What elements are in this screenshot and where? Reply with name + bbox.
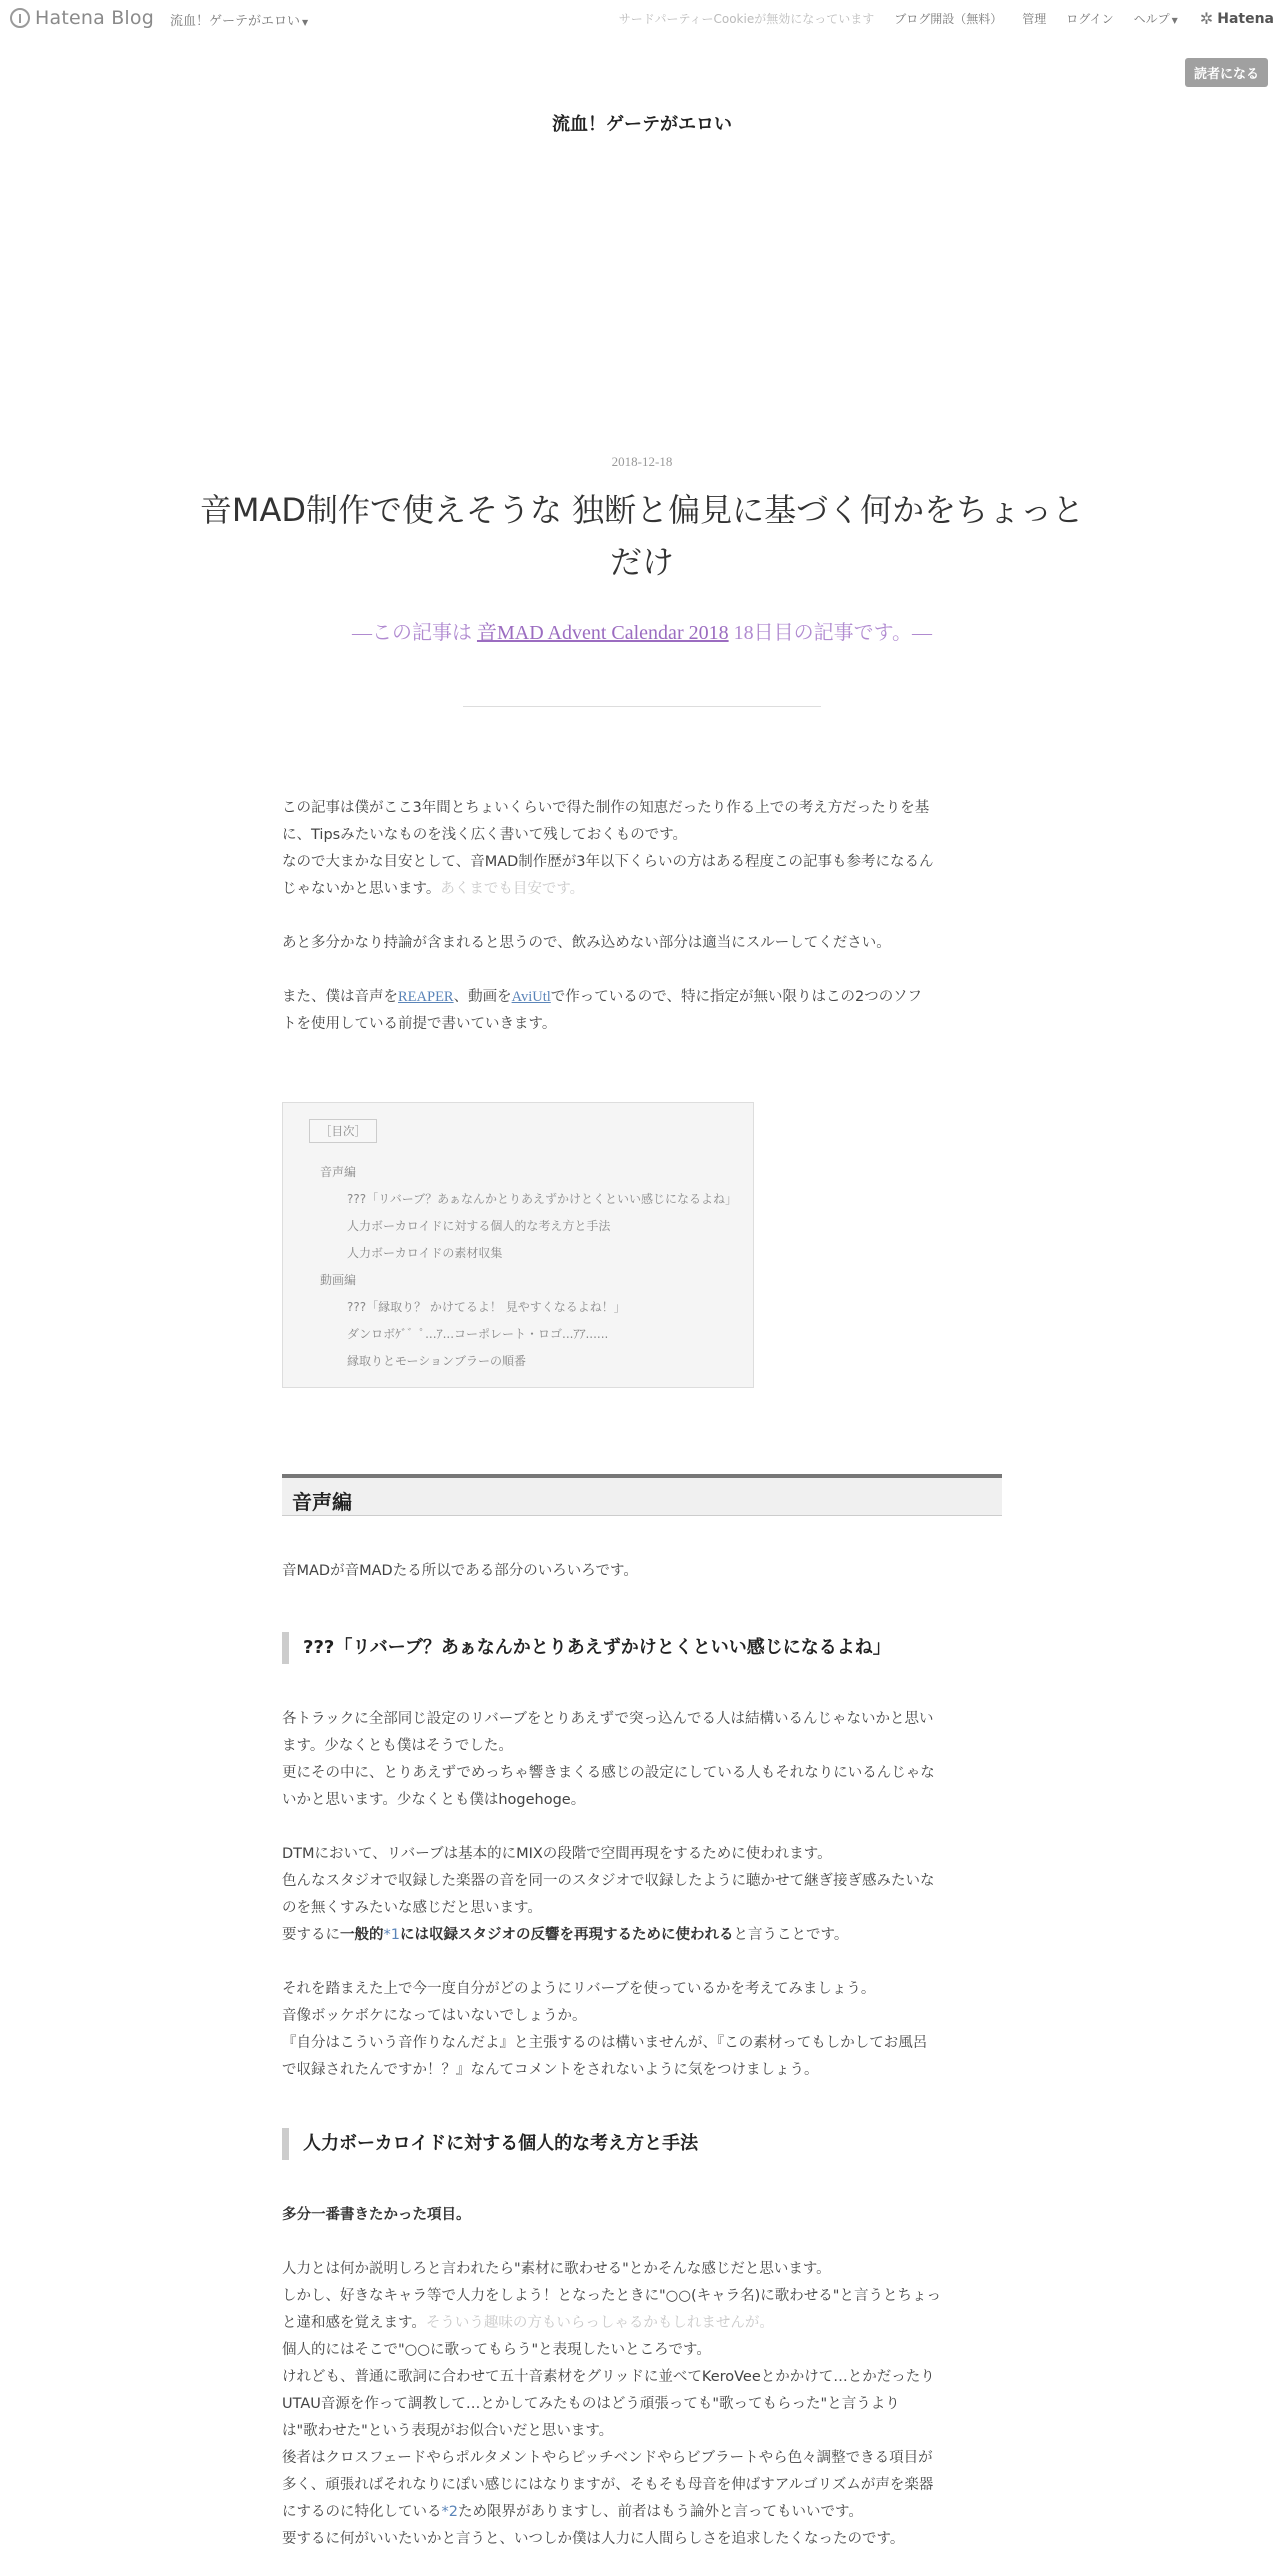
article-date[interactable]: 2018-12-18 (611, 454, 673, 469)
jinriki-line (282, 2310, 1002, 2337)
hatena-label: Hatena (1217, 10, 1274, 27)
hatena-blog-logo-icon (10, 8, 30, 28)
reverb-line: DTMにおいて、リバーブは基本的にMIXの段階で空間再現をするために使われます。 (282, 1846, 832, 1862)
intro-line (282, 876, 1002, 903)
reverb-text: と言うことです。 (733, 1927, 849, 1943)
reverb-line: それを踏まえた上で今一度自分がどのようにリバーブを使っているかを考えてみましょう。 (282, 1981, 876, 1997)
jinriki-text: にするのに特化している (282, 2504, 442, 2520)
caret-down-icon: ▼ (302, 18, 309, 27)
jinriki-line (282, 2202, 1002, 2229)
toc-item-material[interactable]: 人力ボーカロイドの素材収集 (347, 1246, 503, 1260)
toc-item-danrobo[interactable]: ダンロボｹﾞ゛ﾟ...ｱ...コーポレート・ロゴ...ｱｱ...... (347, 1327, 609, 1341)
intro-line: なので大まかな目安として、音MAD制作歴が3年以下くらいの方はある程度この記事も参考になるん (282, 854, 934, 870)
intro-text: で作っているので、特に指定が無い限りはこの2つのソフ (550, 989, 922, 1005)
reverb-line: 更にその中に、とりあえずでめっちゃ響きまくる感じの設定にしている人もそれなりにいるんじゃな (282, 1765, 935, 1781)
intro-line: あと多分かなり持論が含まれると思うので、飲み込めない部分は適当にスルーしてください。 (282, 935, 891, 951)
blog-title[interactable]: 流血！ゲーテがエロい (552, 114, 732, 135)
manage-link[interactable]: 管理 (1022, 12, 1047, 26)
jinriki-line: 個人的にはそこで"○○に歌ってもらう"と表現したいところです。 (282, 2342, 711, 2358)
jinriki-faint-note: そういう趣味の方もいらっしゃるかもしれませんが。 (425, 2315, 774, 2331)
reverb-line: いかと思います。少なくとも僕はhogehoge。 (282, 1792, 586, 1808)
article-intro (282, 795, 1002, 1038)
toc-heading: ［目次］ (309, 1119, 377, 1143)
jinriki-line: 後者はクロスフェードやらポルタメントやらピッチベンドやらビブラートやら色々調整できる項目が (282, 2450, 933, 2466)
jinriki-text: ため限界がありますし、前者はもう論外と言ってもいいです。 (457, 2504, 863, 2520)
hatena-gear-icon: ✲ (1199, 9, 1214, 28)
jinriki-line: しかし、好きなキャラ等で人力をしよう！となったときに"○○(キャラ名)に歌わせる"と言うとちょっ (282, 2288, 941, 2304)
open-blog-link[interactable]: ブログ開設（無料） (894, 12, 1003, 26)
tagline-suffix: 18日目の記事です。― (728, 622, 933, 644)
jinriki-line: 多く、頑張ればそれなりにぽい感じにはなりますが、そもそも母音を伸ばすアルゴリズムが声を楽器 (282, 2477, 934, 2493)
logo-text: Hatena Blog (35, 7, 154, 29)
jinriki-line: けれども、普通に歌詞に合わせて五十音素材をグリッドに並べてKeroVeeとかかけて…とかだったり (282, 2369, 935, 2385)
intro-line: この記事は僕がここ3年間とちょいくらいで得た制作の知恵だったり作る上での考え方だったりを基 (282, 800, 930, 816)
article-tagline (0, 616, 1284, 645)
login-link[interactable]: ログイン (1066, 12, 1114, 26)
blog-menu-label: 流血！ゲーテがエロい (170, 14, 301, 29)
reverb-line: で収録されたんですか！？』なんてコメントをされないように気をつけましょう。 (282, 2062, 819, 2078)
reaper-link[interactable]: REAPER (398, 989, 454, 1005)
help-label: ヘルプ (1133, 12, 1170, 26)
intro-line: トを使用している前提で書いていきます。 (282, 1016, 557, 1032)
footnote-2-link[interactable]: *2 (441, 2504, 458, 2520)
cookie-notice: サードパーティーCookieが無効になっています (618, 12, 875, 26)
jinriki-line: UTAU音源を作って調教して…とかしてみたものはどう頑張っても"歌ってもらった"と言うより (282, 2396, 900, 2412)
reverb-bold: には収録スタジオの反響を再現するために使われる (399, 1927, 734, 1943)
reverb-line: 各トラックに全部同じ設定のリバーブをとりあえずで突っ込んでる人は結構いるんじゃないかと思い (282, 1711, 934, 1727)
blog-menu-dropdown[interactable] (170, 10, 308, 29)
subheading-reverb: ???「リバーブ？あぁなんかとりあえずかけとくといい感じになるよね」 (282, 1632, 1002, 1664)
intro-text: じゃないかと思います。 (282, 881, 441, 897)
intro-line: に、Tipsみたいなものを浅く広く書いて残しておくものです。 (282, 827, 688, 843)
reverb-line: ます。少なくとも僕はそうでした。 (282, 1738, 513, 1754)
reverb-text: 要するに (282, 1927, 340, 1943)
section-heading-audio: 音声編 (282, 1474, 1002, 1516)
section-lead: 音MADが音MADたる所以である部分のいろいろです。 (282, 1563, 638, 1579)
help-menu[interactable] (1134, 10, 1178, 27)
jinriki-paragraphs (282, 2202, 1002, 2553)
hatena-menu[interactable] (1200, 9, 1274, 28)
jinriki-line (282, 2499, 1002, 2526)
intro-faint-note: あくまでも目安です。 (440, 881, 585, 897)
toc-item-audio[interactable]: 音声編 (320, 1165, 357, 1179)
global-nav (619, 9, 1274, 28)
jinriki-line: は"歌わせた"という表現がお似合いだと思います。 (282, 2423, 614, 2439)
toc-item-jinriki[interactable]: 人力ボーカロイドに対する個人的な考え方と手法 (347, 1219, 611, 1233)
toc-item-reverb[interactable]: ???「リバーブ？あぁなんかとりあえずかけとくといい感じになるよね」 (347, 1192, 738, 1206)
reverb-line: 音像ボッケボケになってはいないでしょうか。 (282, 2008, 587, 2024)
toc-item-video[interactable]: 動画編 (320, 1273, 357, 1287)
intro-text: 、動画を (453, 989, 512, 1005)
table-of-contents (282, 1102, 754, 1388)
jinriki-line: 人力とは何か説明しろと言われたら"素材に歌わせる"とかそんな感じだと思います。 (282, 2261, 831, 2277)
advent-calendar-link[interactable]: 音MAD Advent Calendar 2018 (476, 622, 729, 644)
intro-text: また、僕は音声を (282, 989, 398, 1005)
toc-item-motion-blur[interactable]: 縁取りとモーションブラーの順番 (347, 1354, 527, 1368)
toc-item-outline[interactable]: ???「縁取り？ かけてるよ！ 見やすくなるよね！」 (347, 1300, 626, 1314)
reverb-paragraphs (282, 1706, 1002, 2084)
reverb-line: 色んなスタジオで収録した楽器の音を同一のスタジオで収録したように聴かせて継ぎ接ぎ感みたいな (282, 1873, 935, 1889)
divider (463, 706, 821, 707)
subheading-jinriki: 人力ボーカロイドに対する個人的な考え方と手法 (282, 2128, 1002, 2160)
caret-down-icon: ▼ (1171, 16, 1178, 25)
intro-line (282, 984, 1002, 1011)
subscribe-button[interactable]: 読者になる (1185, 58, 1268, 87)
jinriki-lead: 多分一番書きたかった項目。 (282, 2207, 471, 2223)
aviutl-link[interactable]: AviUtl (511, 989, 551, 1005)
reverb-line (282, 1922, 1002, 1949)
footnote-1-link[interactable]: *1 (383, 1927, 400, 1943)
global-header (0, 0, 1284, 38)
reverb-bold: 一般的 (340, 1927, 384, 1943)
article-title[interactable]: 音MAD制作で使えそうな 独断と偏見に基づく何かをちょっとだけ (199, 491, 1085, 581)
jinriki-text: と違和感を覚えます。 (282, 2315, 426, 2331)
jinriki-line: 要するに何がいいたいかと言うと、いつしか僕は人力に人間らしさを追求したくなったのです。 (282, 2531, 905, 2547)
reverb-line: 『自分はこういう音作りなんだよ』と主張するのは構いませんが、『この素材ってもしかしてお風呂 (282, 2035, 928, 2051)
hatena-blog-logo[interactable] (10, 7, 154, 29)
reverb-line: のを無くすみたいな感じだと思います。 (282, 1900, 542, 1916)
tagline-prefix: ―この記事は (351, 622, 477, 644)
